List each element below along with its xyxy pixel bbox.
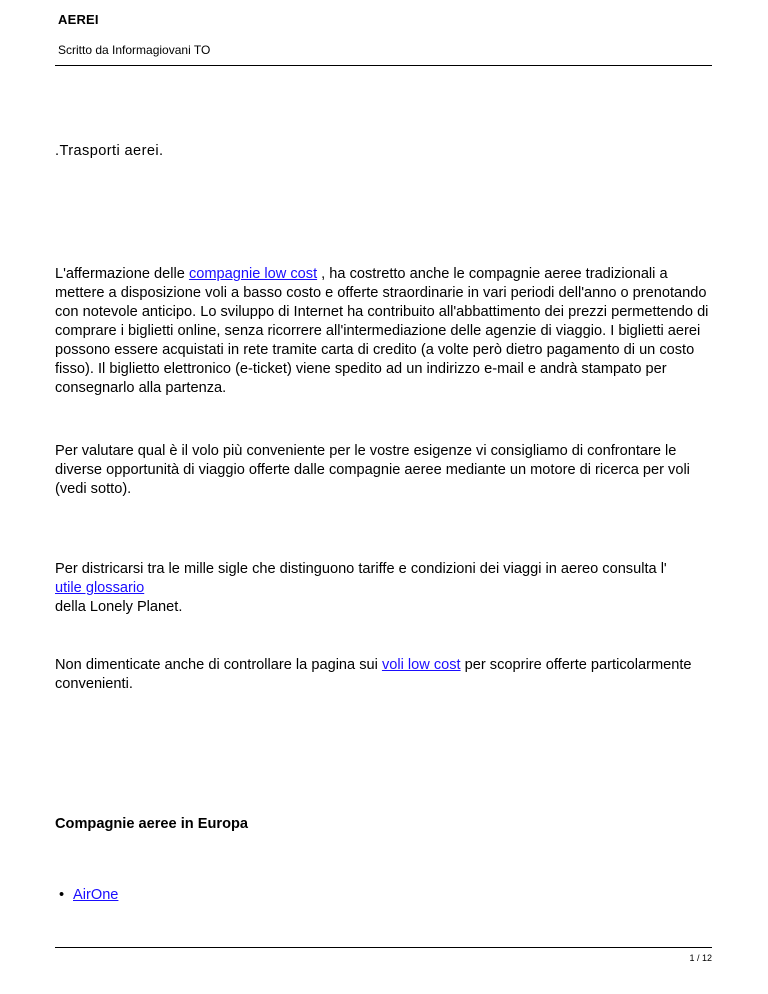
paragraph-voli-low-cost	[55, 656, 715, 694]
footer-divider	[55, 947, 712, 948]
paragraph-text: Per districarsi tra le mille sigle che distinguono tariffe e condizioni dei viaggi in aereo consulta l'	[55, 561, 667, 577]
link-voli-low-cost[interactable]: voli low cost	[381, 657, 461, 673]
paragraph-compare-flights: Per valutare qual è il volo più conveniente per le vostre esigenze vi consigliamo di confrontare le diverse opportunità di viaggio offerte dalle compagnie aeree mediante un motore di ricerca per voli (vedi sotto).	[55, 443, 690, 497]
paragraph-text: Non dimenticate anche di controllare la pagina sui	[55, 657, 382, 673]
link-airone[interactable]: AirOne	[73, 887, 119, 903]
paragraph-glossary	[55, 560, 715, 617]
link-utile-glossario[interactable]: utile glossario	[55, 580, 145, 596]
paragraph-text: , ha costretto anche le compagnie aeree tradizionali a mettere a disposizione voli a basso costo e offerte straordinarie in vari periodi dell'anno o prenotando con notevole anticipo. Lo sviluppo di Internet ha contribuito all'abbattimento dei prezzi permettendo di comprare i biglietti online, senza ricorrere all'intermediazione delle agenzie di viaggio. I biglietti aerei possono essere acquistati in rete tramite carta di credito (a volte però dietro pagamento di un costo fisso). Il biglietto elettronico (e-ticket) viene spedito ad un indirizzo e-mail e andrà stampato per consegnarlo alla partenza.	[55, 266, 709, 396]
paragraph-low-cost-intro	[55, 265, 715, 398]
page-number: 1 / 12	[689, 953, 712, 963]
paragraph-text: L'affermazione delle	[55, 266, 189, 282]
page-header-title: AEREI	[58, 12, 99, 27]
header-divider	[55, 65, 712, 66]
page-header-author: Scritto da Informagiovani TO	[58, 43, 211, 57]
bullet-icon: •	[59, 887, 65, 903]
paragraph-text: della Lonely Planet.	[55, 599, 183, 615]
link-compagnie-low-cost[interactable]: compagnie low cost	[188, 266, 318, 282]
paragraph-text: per scoprire offerte particolarmente convenienti.	[55, 657, 692, 692]
list-item	[55, 886, 719, 905]
section-title: .Trasporti aerei.	[55, 143, 164, 159]
subheading-compagnie-europa: Compagnie aeree in Europa	[55, 816, 249, 832]
